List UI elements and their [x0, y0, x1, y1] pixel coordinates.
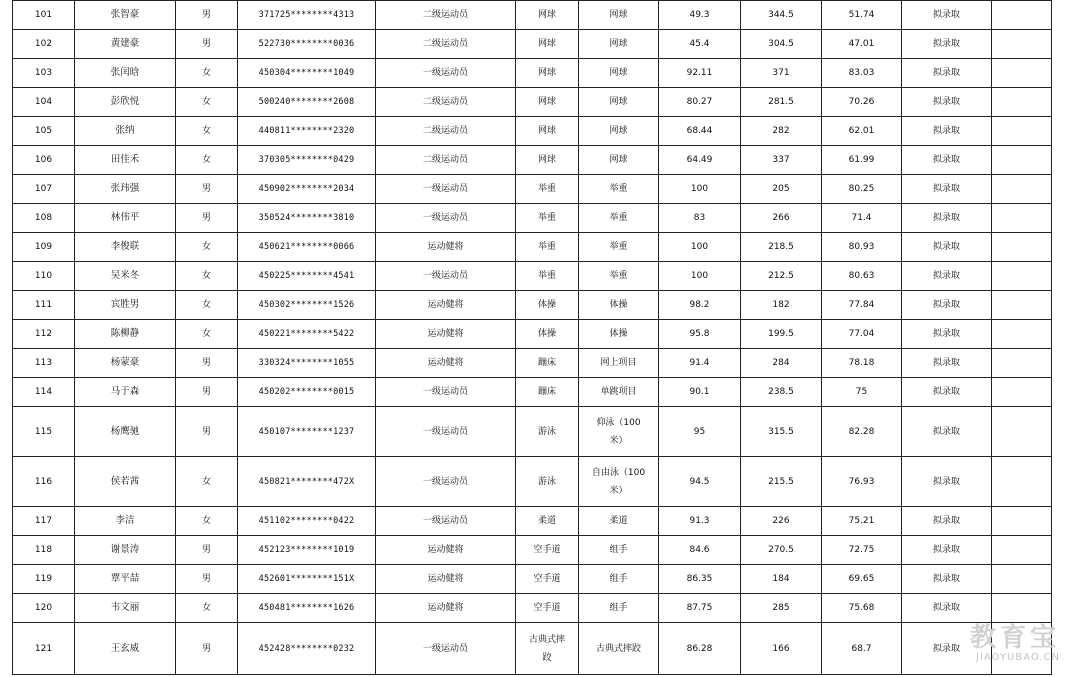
cell-admission-status: 拟录取: [902, 565, 992, 594]
cell-gender: 女: [176, 146, 238, 175]
admission-table: [12, 0, 1052, 675]
cell-name: 吴米冬: [75, 262, 176, 291]
cell-id-number: 350524********3810: [238, 204, 376, 233]
cell-total-score: 62.01: [822, 117, 902, 146]
cell-gender: 男: [176, 407, 238, 457]
cell-gender: 男: [176, 349, 238, 378]
watermark-domain: JIAOYUBAO.CN: [976, 652, 1060, 663]
cell-gender: 男: [176, 536, 238, 565]
cell-number: 103: [13, 59, 75, 88]
cell-name: 韦文丽: [75, 594, 176, 623]
table-row: [13, 291, 1052, 320]
cell-name: 黄建豪: [75, 30, 176, 59]
cell-culture-score: 266: [741, 204, 822, 233]
cell-id-number: 500240********2608: [238, 88, 376, 117]
cell-specialty-score: 91.4: [659, 349, 741, 378]
cell-gender: 女: [176, 320, 238, 349]
cell-total-score: 68.7: [822, 623, 902, 675]
cell-remark: [992, 175, 1052, 204]
cell-remark: [992, 594, 1052, 623]
cell-athlete-level: 一级运动员: [376, 407, 516, 457]
cell-event: 网球: [579, 1, 659, 30]
cell-admission-status: 拟录取: [902, 204, 992, 233]
cell-number: 109: [13, 233, 75, 262]
cell-admission-status: 拟录取: [902, 88, 992, 117]
cell-sport: 举重: [516, 262, 579, 291]
cell-id-number: 450225********4541: [238, 262, 376, 291]
cell-number: 115: [13, 407, 75, 457]
cell-gender: 女: [176, 594, 238, 623]
cell-number: 112: [13, 320, 75, 349]
cell-event: 网球: [579, 88, 659, 117]
cell-event: 网球: [579, 30, 659, 59]
cell-total-score: 70.26: [822, 88, 902, 117]
cell-admission-status: 拟录取: [902, 623, 992, 675]
cell-event: 古典式摔跤: [579, 623, 659, 675]
cell-total-score: 78.18: [822, 349, 902, 378]
cell-event: 体操: [579, 320, 659, 349]
cell-sport: 网球: [516, 146, 579, 175]
cell-sport: 柔道: [516, 507, 579, 536]
cell-culture-score: 184: [741, 565, 822, 594]
table-row: [13, 175, 1052, 204]
cell-admission-status: 拟录取: [902, 407, 992, 457]
cell-remark: [992, 233, 1052, 262]
cell-event: 举重: [579, 175, 659, 204]
cell-athlete-level: 运动健将: [376, 594, 516, 623]
cell-admission-status: 拟录取: [902, 457, 992, 507]
cell-sport: 空手道: [516, 594, 579, 623]
cell-sport: 举重: [516, 204, 579, 233]
cell-event: 组手: [579, 565, 659, 594]
cell-sport: 蹦床: [516, 378, 579, 407]
cell-admission-status: 拟录取: [902, 1, 992, 30]
cell-name: 马于森: [75, 378, 176, 407]
cell-number: 108: [13, 204, 75, 233]
cell-admission-status: 拟录取: [902, 594, 992, 623]
cell-name: 彭欣悦: [75, 88, 176, 117]
cell-name: 宾胜男: [75, 291, 176, 320]
cell-total-score: 75: [822, 378, 902, 407]
cell-sport: 网球: [516, 117, 579, 146]
cell-total-score: 71.4: [822, 204, 902, 233]
cell-specialty-score: 80.27: [659, 88, 741, 117]
cell-number: 102: [13, 30, 75, 59]
cell-name: 李洁: [75, 507, 176, 536]
cell-sport: 网球: [516, 88, 579, 117]
cell-total-score: 80.93: [822, 233, 902, 262]
cell-remark: [992, 349, 1052, 378]
table-row: [13, 320, 1052, 349]
cell-admission-status: 拟录取: [902, 349, 992, 378]
cell-specialty-score: 86.28: [659, 623, 741, 675]
cell-sport: 蹦床: [516, 349, 579, 378]
cell-remark: [992, 378, 1052, 407]
cell-athlete-level: 二级运动员: [376, 1, 516, 30]
cell-id-number: 371725********4313: [238, 1, 376, 30]
cell-gender: 男: [176, 175, 238, 204]
cell-specialty-score: 100: [659, 262, 741, 291]
table-row: [13, 88, 1052, 117]
cell-admission-status: 拟录取: [902, 146, 992, 175]
cell-remark: [992, 623, 1052, 675]
cell-number: 116: [13, 457, 75, 507]
cell-number: 111: [13, 291, 75, 320]
cell-specialty-score: 84.6: [659, 536, 741, 565]
cell-specialty-score: 98.2: [659, 291, 741, 320]
cell-athlete-level: 运动健将: [376, 565, 516, 594]
cell-specialty-score: 100: [659, 175, 741, 204]
cell-admission-status: 拟录取: [902, 536, 992, 565]
cell-event: 组手: [579, 594, 659, 623]
cell-gender: 男: [176, 1, 238, 30]
table-row: [13, 262, 1052, 291]
cell-gender: 女: [176, 117, 238, 146]
cell-name: 覃平喆: [75, 565, 176, 594]
cell-sport: 举重: [516, 175, 579, 204]
table-row: [13, 117, 1052, 146]
cell-athlete-level: 一级运动员: [376, 204, 516, 233]
cell-remark: [992, 507, 1052, 536]
cell-total-score: 80.25: [822, 175, 902, 204]
cell-name: 侯若茜: [75, 457, 176, 507]
cell-remark: [992, 117, 1052, 146]
cell-event: 网球: [579, 146, 659, 175]
cell-number: 121: [13, 623, 75, 675]
cell-gender: 男: [176, 565, 238, 594]
cell-remark: [992, 536, 1052, 565]
cell-total-score: 76.93: [822, 457, 902, 507]
cell-id-number: 450202********0015: [238, 378, 376, 407]
cell-specialty-score: 49.3: [659, 1, 741, 30]
cell-event: 网上项目: [579, 349, 659, 378]
cell-sport: 游泳: [516, 457, 579, 507]
cell-culture-score: 215.5: [741, 457, 822, 507]
cell-athlete-level: 二级运动员: [376, 30, 516, 59]
table-row: [13, 536, 1052, 565]
cell-id-number: 452123********1019: [238, 536, 376, 565]
cell-name: 张玮强: [75, 175, 176, 204]
cell-event: 柔道: [579, 507, 659, 536]
cell-name: 林伟平: [75, 204, 176, 233]
table-row: [13, 378, 1052, 407]
cell-name: 杨鹰驰: [75, 407, 176, 457]
cell-specialty-score: 86.35: [659, 565, 741, 594]
cell-culture-score: 285: [741, 594, 822, 623]
table-row: [13, 146, 1052, 175]
cell-number: 118: [13, 536, 75, 565]
cell-culture-score: 304.5: [741, 30, 822, 59]
cell-gender: 女: [176, 457, 238, 507]
cell-culture-score: 337: [741, 146, 822, 175]
cell-gender: 男: [176, 623, 238, 675]
cell-admission-status: 拟录取: [902, 233, 992, 262]
cell-id-number: 450481********1626: [238, 594, 376, 623]
cell-total-score: 82.28: [822, 407, 902, 457]
cell-id-number: 522730********0036: [238, 30, 376, 59]
cell-athlete-level: 一级运动员: [376, 457, 516, 507]
cell-remark: [992, 407, 1052, 457]
cell-number: 104: [13, 88, 75, 117]
cell-event: 组手: [579, 536, 659, 565]
cell-total-score: 75.21: [822, 507, 902, 536]
cell-athlete-level: 一级运动员: [376, 262, 516, 291]
cell-number: 105: [13, 117, 75, 146]
cell-id-number: 450902********2034: [238, 175, 376, 204]
cell-admission-status: 拟录取: [902, 117, 992, 146]
cell-id-number: 450107********1237: [238, 407, 376, 457]
cell-athlete-level: 运动健将: [376, 291, 516, 320]
cell-athlete-level: 一级运动员: [376, 175, 516, 204]
cell-event: 体操: [579, 291, 659, 320]
table-body: [13, 1, 1052, 675]
cell-id-number: 451102********0422: [238, 507, 376, 536]
cell-specialty-score: 100: [659, 233, 741, 262]
cell-number: 117: [13, 507, 75, 536]
cell-id-number: 440811********2320: [238, 117, 376, 146]
cell-remark: [992, 88, 1052, 117]
cell-culture-score: 238.5: [741, 378, 822, 407]
cell-athlete-level: 一级运动员: [376, 378, 516, 407]
cell-name: 李俊联: [75, 233, 176, 262]
cell-remark: [992, 291, 1052, 320]
cell-sport: 网球: [516, 1, 579, 30]
watermark-logo-text: 教育宝: [969, 623, 1060, 653]
cell-total-score: 83.03: [822, 59, 902, 88]
cell-sport: 古典式摔跤: [516, 623, 579, 675]
cell-culture-score: 282: [741, 117, 822, 146]
cell-name: 杨蒙豪: [75, 349, 176, 378]
cell-id-number: 450821********472X: [238, 457, 376, 507]
cell-number: 110: [13, 262, 75, 291]
cell-culture-score: 205: [741, 175, 822, 204]
cell-athlete-level: 一级运动员: [376, 507, 516, 536]
cell-specialty-score: 95.8: [659, 320, 741, 349]
cell-sport: 网球: [516, 30, 579, 59]
cell-culture-score: 371: [741, 59, 822, 88]
cell-sport: 空手道: [516, 536, 579, 565]
cell-specialty-score: 94.5: [659, 457, 741, 507]
table-row: [13, 565, 1052, 594]
cell-gender: 女: [176, 88, 238, 117]
cell-number: 120: [13, 594, 75, 623]
cell-culture-score: 226: [741, 507, 822, 536]
cell-athlete-level: 运动健将: [376, 320, 516, 349]
cell-admission-status: 拟录取: [902, 30, 992, 59]
cell-specialty-score: 91.3: [659, 507, 741, 536]
cell-number: 114: [13, 378, 75, 407]
cell-admission-status: 拟录取: [902, 378, 992, 407]
cell-total-score: 80.63: [822, 262, 902, 291]
cell-sport: 网球: [516, 59, 579, 88]
table-row: [13, 407, 1052, 457]
cell-athlete-level: 一级运动员: [376, 623, 516, 675]
cell-culture-score: 199.5: [741, 320, 822, 349]
cell-sport: 体操: [516, 291, 579, 320]
cell-gender: 男: [176, 204, 238, 233]
cell-specialty-score: 90.1: [659, 378, 741, 407]
table-row: [13, 30, 1052, 59]
cell-remark: [992, 320, 1052, 349]
cell-culture-score: 315.5: [741, 407, 822, 457]
cell-remark: [992, 262, 1052, 291]
cell-athlete-level: 运动健将: [376, 349, 516, 378]
cell-sport: 举重: [516, 233, 579, 262]
cell-culture-score: 166: [741, 623, 822, 675]
cell-event: 自由泳（100米）: [579, 457, 659, 507]
cell-admission-status: 拟录取: [902, 320, 992, 349]
cell-gender: 女: [176, 59, 238, 88]
cell-culture-score: 182: [741, 291, 822, 320]
cell-gender: 男: [176, 378, 238, 407]
cell-gender: 女: [176, 291, 238, 320]
cell-culture-score: 218.5: [741, 233, 822, 262]
cell-culture-score: 212.5: [741, 262, 822, 291]
table-row: [13, 349, 1052, 378]
cell-admission-status: 拟录取: [902, 175, 992, 204]
cell-admission-status: 拟录取: [902, 262, 992, 291]
cell-admission-status: 拟录取: [902, 291, 992, 320]
cell-remark: [992, 30, 1052, 59]
cell-athlete-level: 二级运动员: [376, 117, 516, 146]
cell-athlete-level: 二级运动员: [376, 146, 516, 175]
table-row: [13, 623, 1052, 675]
table-row: [13, 594, 1052, 623]
cell-gender: 女: [176, 262, 238, 291]
cell-gender: 女: [176, 507, 238, 536]
cell-remark: [992, 59, 1052, 88]
cell-remark: [992, 565, 1052, 594]
cell-total-score: 61.99: [822, 146, 902, 175]
cell-specialty-score: 68.44: [659, 117, 741, 146]
cell-id-number: 450221********5422: [238, 320, 376, 349]
cell-name: 田佳禾: [75, 146, 176, 175]
table-row: [13, 457, 1052, 507]
cell-sport: 体操: [516, 320, 579, 349]
cell-specialty-score: 64.49: [659, 146, 741, 175]
cell-name: 王玄威: [75, 623, 176, 675]
cell-culture-score: 344.5: [741, 1, 822, 30]
cell-athlete-level: 运动健将: [376, 536, 516, 565]
cell-specialty-score: 92.11: [659, 59, 741, 88]
cell-total-score: 69.65: [822, 565, 902, 594]
cell-event: 仰泳（100米）: [579, 407, 659, 457]
cell-specialty-score: 83: [659, 204, 741, 233]
cell-total-score: 75.68: [822, 594, 902, 623]
cell-number: 101: [13, 1, 75, 30]
cell-event: 网球: [579, 117, 659, 146]
cell-id-number: 450302********1526: [238, 291, 376, 320]
table-row: [13, 507, 1052, 536]
cell-event: 举重: [579, 233, 659, 262]
cell-total-score: 77.04: [822, 320, 902, 349]
cell-event: 网球: [579, 59, 659, 88]
cell-id-number: 330324********1055: [238, 349, 376, 378]
cell-name: 张纳: [75, 117, 176, 146]
cell-id-number: 450621********0066: [238, 233, 376, 262]
cell-sport: 空手道: [516, 565, 579, 594]
cell-remark: [992, 1, 1052, 30]
cell-athlete-level: 二级运动员: [376, 88, 516, 117]
cell-number: 119: [13, 565, 75, 594]
cell-event: 举重: [579, 204, 659, 233]
cell-remark: [992, 457, 1052, 507]
cell-name: 陈柳静: [75, 320, 176, 349]
cell-event: 举重: [579, 262, 659, 291]
cell-athlete-level: 一级运动员: [376, 59, 516, 88]
cell-specialty-score: 95: [659, 407, 741, 457]
cell-specialty-score: 45.4: [659, 30, 741, 59]
cell-specialty-score: 87.75: [659, 594, 741, 623]
cell-id-number: 450304********1049: [238, 59, 376, 88]
cell-id-number: 370305********0429: [238, 146, 376, 175]
cell-name: 张智豪: [75, 1, 176, 30]
cell-sport: 游泳: [516, 407, 579, 457]
cell-admission-status: 拟录取: [902, 507, 992, 536]
cell-name: 谢景涛: [75, 536, 176, 565]
cell-remark: [992, 146, 1052, 175]
cell-culture-score: 270.5: [741, 536, 822, 565]
cell-number: 107: [13, 175, 75, 204]
cell-total-score: 77.84: [822, 291, 902, 320]
table-row: [13, 59, 1052, 88]
table-row: [13, 204, 1052, 233]
table-row: [13, 233, 1052, 262]
cell-number: 113: [13, 349, 75, 378]
cell-number: 106: [13, 146, 75, 175]
cell-admission-status: 拟录取: [902, 59, 992, 88]
cell-total-score: 47.01: [822, 30, 902, 59]
cell-name: 张闰晗: [75, 59, 176, 88]
cell-gender: 女: [176, 233, 238, 262]
cell-culture-score: 284: [741, 349, 822, 378]
cell-total-score: 72.75: [822, 536, 902, 565]
cell-remark: [992, 204, 1052, 233]
cell-id-number: 452428********0232: [238, 623, 376, 675]
table-row: [13, 1, 1052, 30]
cell-event: 单跳项目: [579, 378, 659, 407]
cell-gender: 男: [176, 30, 238, 59]
cell-culture-score: 281.5: [741, 88, 822, 117]
cell-total-score: 51.74: [822, 1, 902, 30]
cell-athlete-level: 运动健将: [376, 233, 516, 262]
cell-id-number: 452601********151X: [238, 565, 376, 594]
